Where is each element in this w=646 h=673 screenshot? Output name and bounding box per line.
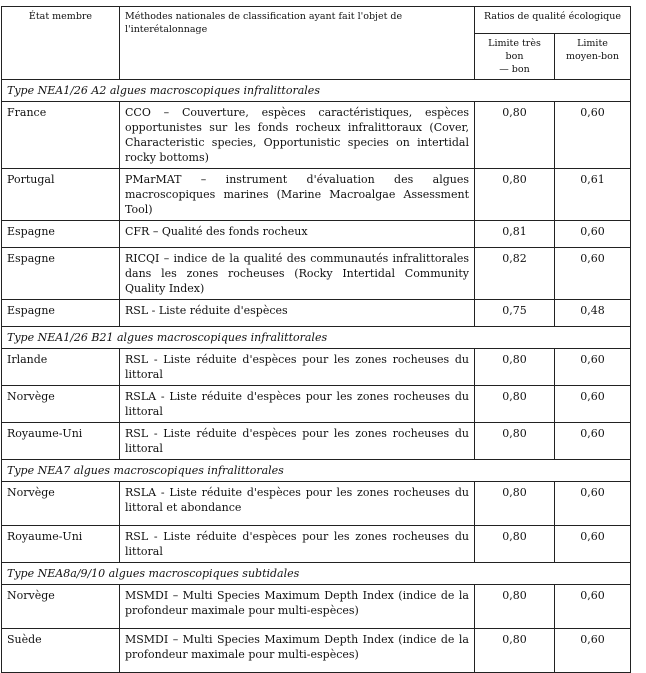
- cell-member-state: Irlande: [2, 349, 120, 386]
- cell-member-state: Royaume-Uni: [2, 423, 120, 460]
- header-high-good-line2: — bon: [499, 64, 530, 75]
- table-row: [2, 423, 631, 460]
- table-row: [2, 221, 631, 248]
- table-row: [2, 300, 631, 327]
- cell-member-state: Suède: [2, 629, 120, 673]
- cell-method: RSL - Liste réduite d'espèces pour les zones rocheuses du littoral: [120, 423, 475, 460]
- cell-method: RSLA - Liste réduite d'espèces pour les zones rocheuses du littoral et abondance: [120, 482, 475, 526]
- cell-member-state: Portugal: [2, 169, 120, 221]
- cell-method: RICQI – indice de la qualité des communautés infralittorales dans les zones rocheuses (Rocky Intertidal Community Quality Index): [120, 248, 475, 300]
- header-good-moderate-line2: moyen-bon: [566, 51, 619, 62]
- group-title-row: [2, 460, 631, 482]
- table-row: [2, 526, 631, 563]
- cell-high-good: 0,80: [475, 423, 555, 460]
- header-eqr: Ratios de qualité écologique: [475, 7, 631, 34]
- cell-high-good: 0,80: [475, 482, 555, 526]
- cell-high-good: 0,80: [475, 349, 555, 386]
- cell-good-moderate: 0,60: [555, 423, 631, 460]
- cell-member-state: Espagne: [2, 248, 120, 300]
- header-high-good-line1: Limite très bon: [488, 38, 541, 62]
- header-methods: Méthodes nationales de classification ayant fait l'objet de l'interétalonnage: [120, 7, 475, 80]
- cell-member-state: Royaume-Uni: [2, 526, 120, 563]
- group-title: Type NEA8a/9/10 algues macroscopiques subtidales: [2, 563, 631, 585]
- cell-method: MSMDI – Multi Species Maximum Depth Index (indice de la profondeur maximale pour multi-espèces): [120, 629, 475, 673]
- header-high-good-boundary: [475, 34, 555, 80]
- group-title-row: [2, 327, 631, 349]
- header-good-moderate-boundary: [555, 34, 631, 80]
- header-good-moderate-line1: Limite: [577, 38, 608, 49]
- cell-good-moderate: 0,60: [555, 585, 631, 629]
- cell-good-moderate: 0,60: [555, 221, 631, 248]
- cell-high-good: 0,80: [475, 585, 555, 629]
- cell-good-moderate: 0,60: [555, 526, 631, 563]
- table-row: [2, 585, 631, 629]
- table-row: [2, 629, 631, 673]
- group-title: Type NEA7 algues macroscopiques infralittorales: [2, 460, 631, 482]
- table-row: [2, 482, 631, 526]
- table-header: [2, 7, 631, 80]
- cell-high-good: 0,80: [475, 386, 555, 423]
- cell-good-moderate: 0,60: [555, 386, 631, 423]
- cell-member-state: Espagne: [2, 221, 120, 248]
- table-body: [2, 80, 631, 673]
- group-title-row: [2, 563, 631, 585]
- cell-good-moderate: 0,60: [555, 629, 631, 673]
- group-title: Type NEA1/26 B21 algues macroscopiques infralittorales: [2, 327, 631, 349]
- table-row: [2, 386, 631, 423]
- cell-method: RSL - Liste réduite d'espèces: [120, 300, 475, 327]
- group-title-row: [2, 80, 631, 102]
- cell-good-moderate: 0,61: [555, 169, 631, 221]
- cell-good-moderate: 0,60: [555, 102, 631, 169]
- cell-method: CFR – Qualité des fonds rocheux: [120, 221, 475, 248]
- cell-high-good: 0,81: [475, 221, 555, 248]
- cell-member-state: Norvège: [2, 386, 120, 423]
- group-title: Type NEA1/26 A2 algues macroscopiques infralittorales: [2, 80, 631, 102]
- table-row: [2, 248, 631, 300]
- cell-method: RSL - Liste réduite d'espèces pour les zones rocheuses du littoral: [120, 349, 475, 386]
- cell-good-moderate: 0,48: [555, 300, 631, 327]
- cell-member-state: France: [2, 102, 120, 169]
- table-row: [2, 169, 631, 221]
- cell-good-moderate: 0,60: [555, 482, 631, 526]
- cell-member-state: Espagne: [2, 300, 120, 327]
- cell-high-good: 0,80: [475, 629, 555, 673]
- eqr-table: [1, 6, 631, 673]
- cell-high-good: 0,80: [475, 169, 555, 221]
- cell-high-good: 0,82: [475, 248, 555, 300]
- cell-method: PMarMAT – instrument d'évaluation des algues macroscopiques marines (Marine Macroalgae Assessment Tool): [120, 169, 475, 221]
- cell-high-good: 0,80: [475, 526, 555, 563]
- cell-member-state: Norvège: [2, 585, 120, 629]
- header-member-state: État membre: [2, 7, 120, 80]
- cell-method: RSL - Liste réduite d'espèces pour les zones rocheuses du littoral: [120, 526, 475, 563]
- cell-good-moderate: 0,60: [555, 349, 631, 386]
- cell-good-moderate: 0,60: [555, 248, 631, 300]
- cell-method: RSLA - Liste réduite d'espèces pour les zones rocheuses du littoral: [120, 386, 475, 423]
- cell-member-state: Norvège: [2, 482, 120, 526]
- table-row: [2, 349, 631, 386]
- cell-method: CCO – Couverture, espèces caractéristiques, espèces opportunistes sur les fonds rocheux infralittoraux (Cover, Characteristic species, Opportunistic species on intertidal rocky bottoms): [120, 102, 475, 169]
- table-row: [2, 102, 631, 169]
- cell-high-good: 0,75: [475, 300, 555, 327]
- cell-method: MSMDI – Multi Species Maximum Depth Index (indice de la profondeur maximale pour multi-espèces): [120, 585, 475, 629]
- cell-high-good: 0,80: [475, 102, 555, 169]
